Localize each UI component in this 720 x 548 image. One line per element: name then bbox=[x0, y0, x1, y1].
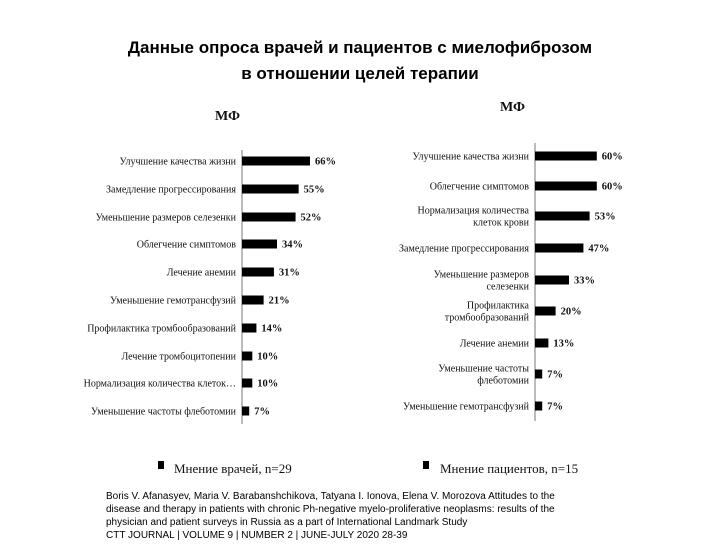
chart2-category-label-line: Лечение анемии bbox=[459, 338, 529, 350]
chart2-bar bbox=[535, 212, 590, 221]
chart1-category-label bbox=[96, 213, 237, 224]
chart1-category-label-line: Уменьшение гемотрансфузий bbox=[110, 295, 236, 307]
chart2-category-label bbox=[434, 270, 530, 293]
citation-line: CTT JOURNAL | VOLUME 9 | NUMBER 2 | JUNE-JULY 2020 28-39 bbox=[106, 530, 408, 541]
chart1-category-label bbox=[167, 268, 237, 279]
chart1-bar bbox=[242, 185, 299, 194]
chart1-value-label: 10% bbox=[257, 351, 279, 363]
chart1-value-label: 55% bbox=[303, 184, 325, 196]
chart1-value-label: 34% bbox=[282, 239, 304, 251]
chart2-category-label-line: Улучшение качества жизни bbox=[412, 151, 529, 163]
chart1-category-label bbox=[121, 352, 236, 363]
chart1-category-label bbox=[120, 157, 237, 168]
chart1-category-label bbox=[91, 407, 237, 418]
chart2-bar bbox=[535, 339, 548, 348]
chart2-bar bbox=[535, 402, 542, 411]
chart1-legend-marker bbox=[158, 461, 164, 469]
chart1-bar bbox=[242, 157, 310, 166]
chart1-category-label-line: Нормализация количества клеток… bbox=[83, 378, 236, 390]
chart1-legend-label: Мнение врачей, n=29 bbox=[174, 461, 292, 476]
citation-line: disease and therapy in patients with chronic Ph-negative myelo-proliferative neoplasms: results of the bbox=[106, 504, 555, 515]
chart2-bar bbox=[535, 370, 542, 379]
chart1-bar bbox=[242, 352, 252, 361]
chart1-value-label: 52% bbox=[300, 212, 322, 224]
chart2-category-label bbox=[417, 206, 529, 229]
chart2-category-label bbox=[430, 182, 530, 193]
chart1-value-label: 7% bbox=[254, 406, 270, 418]
chart1-value-label: 21% bbox=[268, 295, 290, 307]
chart1-category-label-line: Облегчение симптомов bbox=[136, 239, 236, 251]
chart2-value-label: 53% bbox=[594, 211, 616, 223]
chart2-category-label-line: флеботомии bbox=[477, 375, 529, 387]
chart2-legend-marker bbox=[423, 461, 429, 469]
chart2-category-label-line: Уменьшение частоты bbox=[438, 363, 529, 375]
chart1-category-label-line: Профилактика тромбообразований bbox=[87, 323, 236, 335]
chart1-category-label bbox=[84, 379, 236, 390]
chart2-category-label-line: тромбообразований bbox=[444, 312, 529, 324]
chart2-value-label: 7% bbox=[547, 369, 563, 381]
chart1-value-label: 14% bbox=[261, 323, 283, 335]
chart2-header: МФ bbox=[500, 100, 526, 115]
chart1-category-label bbox=[110, 296, 237, 307]
chart1-bar bbox=[242, 296, 264, 305]
slide-title-line-2: в отношении целей терапии bbox=[241, 64, 479, 83]
chart1-category-label-line: Уменьшение размеров селезенки bbox=[95, 212, 236, 224]
chart1-bar bbox=[242, 407, 249, 416]
chart2-value-label: 47% bbox=[588, 243, 610, 255]
chart2-category-label-line: Уменьшение размеров bbox=[433, 269, 529, 281]
chart2-bar bbox=[535, 182, 597, 191]
chart1-category-label-line: Лечение анемии bbox=[166, 267, 236, 279]
chart2-bar bbox=[535, 307, 556, 316]
citation bbox=[106, 490, 646, 542]
chart1-value-label: 66% bbox=[314, 156, 336, 168]
chart1-category-label bbox=[87, 324, 236, 335]
citation-line: Boris V. Afanasyev, Maria V. Barabanshchikova, Tatyana I. Ionova, Elena V. Morozova Attitudes to the bbox=[106, 491, 555, 502]
chart1-value-label: 10% bbox=[257, 378, 279, 390]
citation-line: physician and patient surveys in Russia as a part of International Landmark Study bbox=[106, 517, 468, 528]
chart2-category-label bbox=[445, 301, 530, 324]
chart1-header: МФ bbox=[215, 109, 241, 124]
chart1-bar bbox=[242, 268, 274, 277]
chart2-value-label: 60% bbox=[601, 151, 623, 163]
chart2-value-label: 20% bbox=[560, 306, 582, 318]
chart2-value-label: 7% bbox=[547, 401, 563, 413]
chart2-category-label-line: селезенки bbox=[486, 281, 529, 293]
chart1-category-label-line: Лечение тромбоцитопении bbox=[121, 351, 236, 363]
chart1-category-label-line: Улучшение качества жизни bbox=[119, 156, 236, 168]
chart2-category-label-line: Уменьшение гемотрансфузий bbox=[403, 401, 529, 413]
chart2-category-label bbox=[413, 152, 530, 163]
chart2-category-label bbox=[399, 244, 529, 255]
chart2-category-label-line: Замедление прогрессирования bbox=[399, 243, 529, 255]
chart2-value-label: 13% bbox=[553, 338, 575, 350]
chart2-category-label-line: Нормализация количества bbox=[417, 205, 529, 217]
chart1-bar bbox=[242, 379, 252, 388]
chart2-category-label bbox=[403, 402, 530, 413]
chart1-category-label-line: Замедление прогрессирования bbox=[106, 184, 236, 196]
chart2-category-label-line: Облегчение симптомов bbox=[429, 181, 529, 193]
chart2-category-label-line: клеток крови bbox=[473, 217, 529, 229]
chart2-value-label: 60% bbox=[601, 181, 623, 193]
chart1-value-label: 31% bbox=[278, 267, 300, 279]
chart2-category-label-line: Профилактика bbox=[466, 300, 529, 312]
chart1-category-label-line: Уменьшение частоты флеботомии bbox=[91, 406, 236, 418]
chart2-legend-label: Мнение пациентов, n=15 bbox=[440, 461, 579, 476]
chart2-bar bbox=[535, 244, 583, 253]
chart2-bar bbox=[535, 152, 597, 161]
chart2-category-label bbox=[438, 364, 529, 387]
chart1-bar bbox=[242, 324, 256, 333]
chart2-category-label bbox=[460, 339, 530, 350]
chart1-category-label bbox=[106, 185, 236, 196]
chart1-bar bbox=[242, 213, 296, 222]
chart1-category-label bbox=[137, 240, 237, 251]
chart2-value-label: 33% bbox=[573, 275, 595, 287]
chart1-bar bbox=[242, 240, 277, 249]
chart2-bar bbox=[535, 276, 569, 285]
slide-title-line-1: Данные опроса врачей и пациентов с миелофиброзом bbox=[127, 38, 593, 57]
